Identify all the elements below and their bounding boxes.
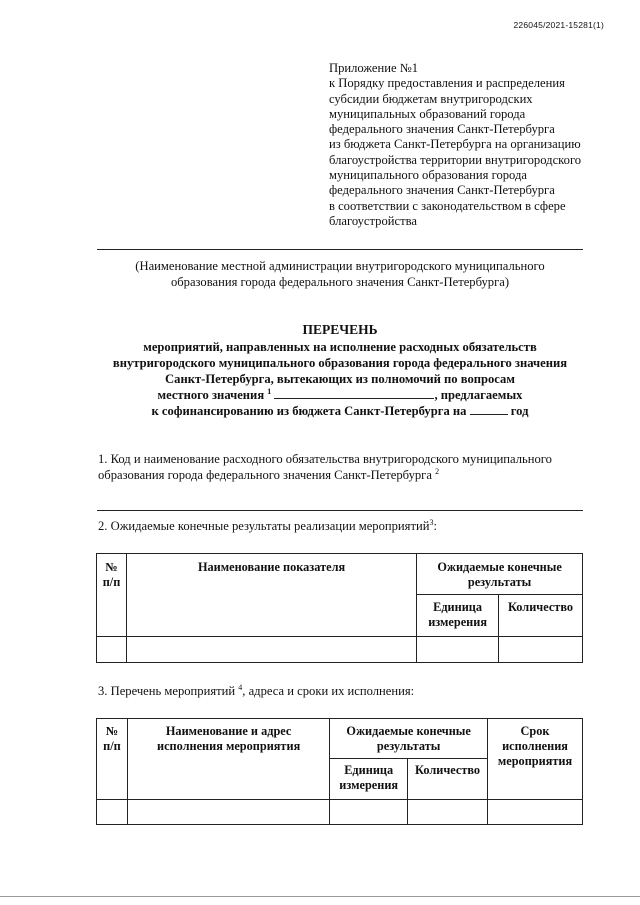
appendix-line: федерального значения Санкт-Петербурга: [329, 183, 555, 198]
appendix-block: [329, 61, 629, 229]
table-cell: [97, 637, 127, 663]
appendix-line: в соответствии с законодательством в сфере: [329, 198, 566, 213]
title-line: [40, 387, 640, 403]
section-3-heading: [98, 683, 414, 699]
admin-caption-line: (Наименование местной администрации внутригородского муниципального: [135, 259, 545, 273]
appendix-line: Приложение №1: [329, 61, 419, 75]
section-2-text: 2. Ожидаемые конечные результаты реализации мероприятий: [98, 519, 430, 533]
results-table: [96, 553, 583, 663]
admin-caption-line: образования города федерального значения Санкт-Петербурга): [170, 275, 510, 289]
section-1-blank-line: [97, 510, 583, 511]
page-bottom-rule: [0, 896, 640, 897]
title-body: [40, 339, 640, 419]
measures-table: [96, 718, 583, 825]
title-heading: ПЕРЕЧЕНЬ: [302, 322, 378, 337]
appendix-line: муниципальных образований города: [329, 106, 526, 121]
section-1: [98, 451, 618, 483]
title-line5-start: к софинансированию из бюджета Санкт-Петербурга на: [151, 404, 467, 418]
title-line4-end: , предлагаемых: [434, 388, 523, 402]
header-measure-name: Наименование и адрес исполнения мероприятия: [127, 719, 329, 800]
footnote-ref: 3: [429, 517, 434, 527]
header-qty: Количество: [499, 595, 583, 637]
title-line: внутригородского муниципального образования города федерального значения: [112, 356, 568, 370]
section-1-line2-text: образования города федерального значения Санкт-Петербурга: [98, 468, 432, 482]
title-line4-start: местного значения: [157, 388, 265, 402]
section-1-line: 1. Код и наименование расходного обязательства внутригородского муниципального: [98, 452, 552, 466]
footnote-ref: 4: [238, 682, 243, 692]
header-qty: Количество: [408, 759, 488, 800]
header-num-text: № п/п: [103, 724, 121, 753]
header-num: [97, 719, 128, 800]
section-2-suffix: :: [433, 519, 437, 533]
title-line: Санкт-Петербурга, вытекающих из полномочий по вопросам: [165, 372, 515, 386]
appendix-line: из бюджета Санкт-Петербурга на организацию: [329, 137, 581, 152]
title-line: мероприятий, направленных на исполнение расходных обязательств: [143, 340, 537, 354]
table-cell: [499, 637, 583, 663]
section-2-heading: [98, 518, 437, 534]
header-unit: Единица измерения: [330, 759, 408, 800]
table-cell: [408, 800, 488, 825]
table-cell: [97, 800, 128, 825]
table-row: [97, 637, 583, 663]
blank-field-year: [470, 403, 508, 415]
appendix-line: федерального значения Санкт-Петербурга: [329, 122, 555, 137]
header-num: [97, 554, 127, 637]
title-line: [40, 403, 640, 419]
title-line5-end: год: [510, 404, 529, 418]
footnote-ref: 2: [435, 466, 440, 476]
table-cell: [127, 800, 329, 825]
table-cell: [488, 800, 583, 825]
admin-name-line: [97, 249, 583, 250]
header-expected: Ожидаемые конечные результаты: [330, 719, 488, 759]
document-id: 226045/2021-15281(1): [513, 20, 604, 30]
header-num-text: № п/п: [102, 560, 121, 589]
table-cell: [126, 637, 416, 663]
appendix-line: субсидии бюджетам внутригородских: [329, 91, 533, 106]
document-title: [40, 322, 640, 338]
admin-caption: [60, 258, 620, 290]
footnote-ref: 1: [267, 386, 272, 396]
appendix-line: благоустройства территории внутригородского: [329, 152, 582, 167]
section-1-line: [98, 467, 618, 483]
section-3-text-start: 3. Перечень мероприятий: [98, 684, 236, 698]
appendix-line: благоустройства: [329, 213, 417, 228]
header-term: Срок исполнения мероприятия: [488, 719, 583, 800]
table-cell: [417, 637, 499, 663]
section-3-text-end: , адреса и сроки их исполнения:: [242, 684, 415, 698]
header-unit: Единица измерения: [417, 595, 499, 637]
appendix-line: к Порядку предоставления и распределения: [329, 76, 565, 91]
header-indicator: Наименование показателя: [126, 554, 416, 637]
blank-field-local-issue: [274, 387, 434, 399]
appendix-line: муниципального образования города: [329, 168, 527, 183]
table-cell: [330, 800, 408, 825]
header-expected: Ожидаемые конечные результаты: [417, 554, 583, 595]
table-row: [97, 800, 583, 825]
